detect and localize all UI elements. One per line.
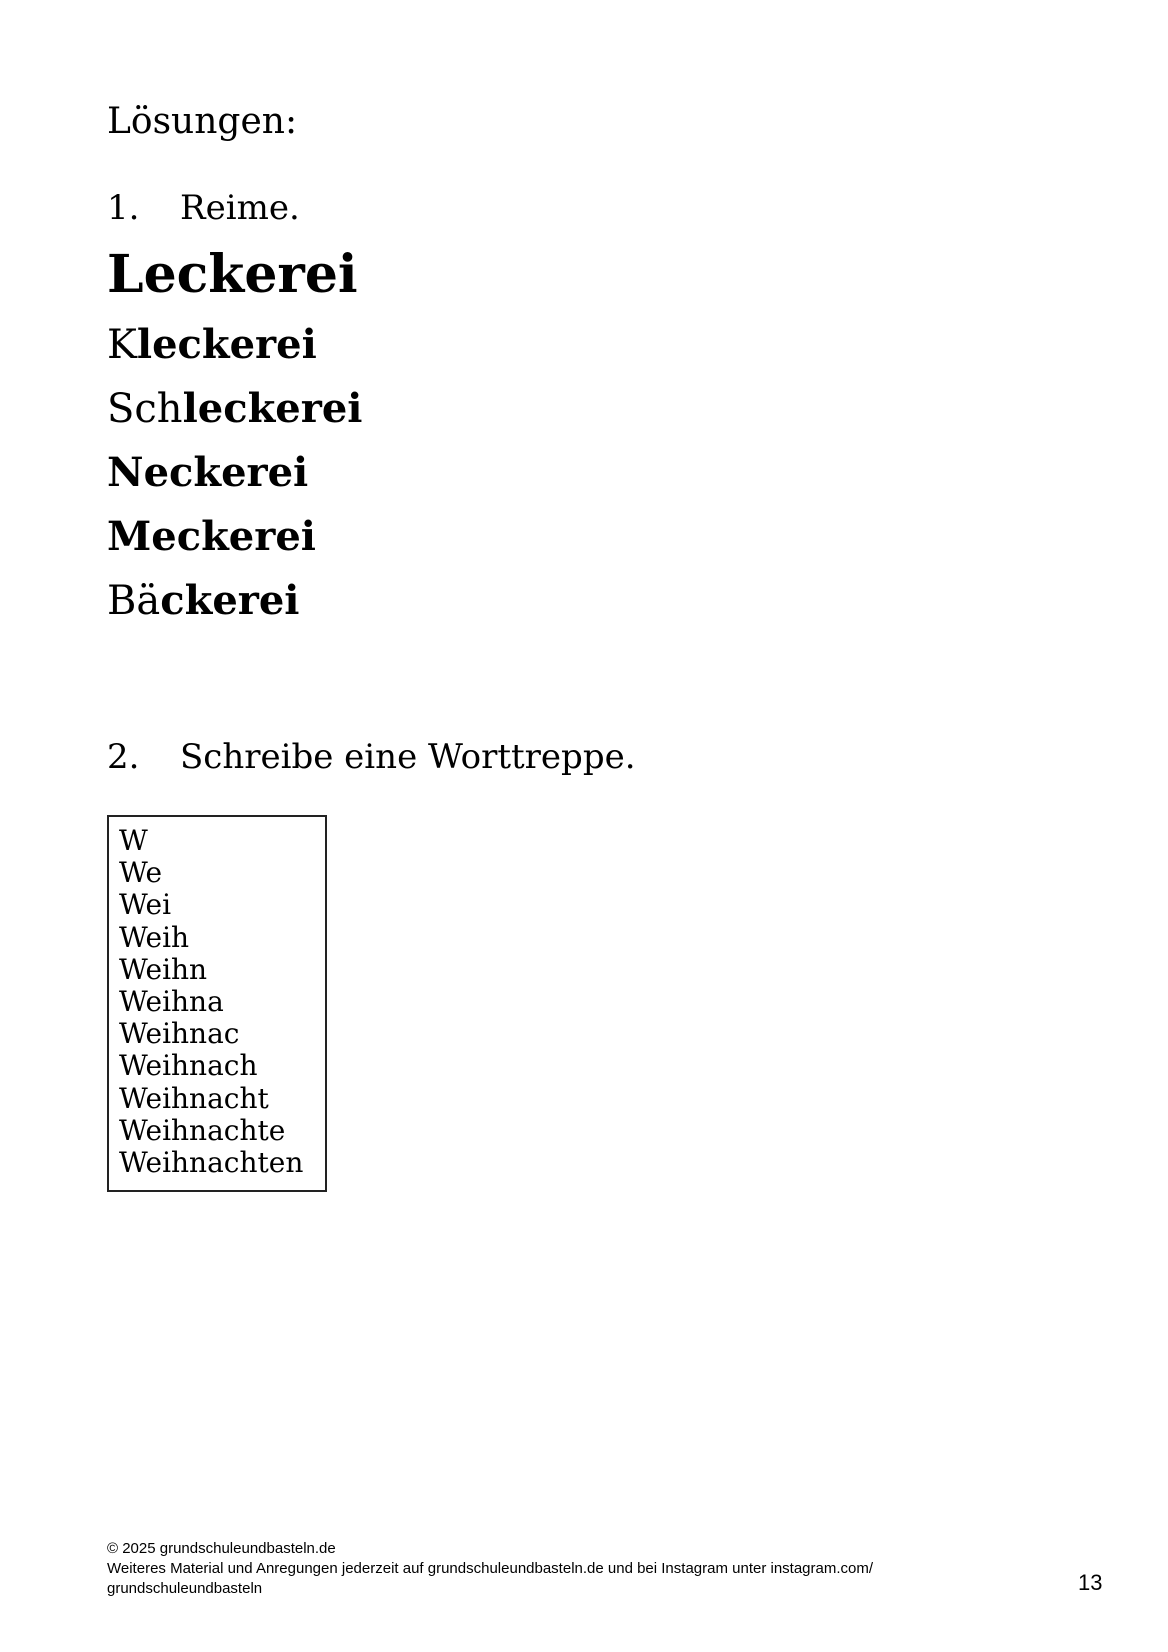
page-number: 13 [1078, 1570, 1103, 1595]
rhyme-suffix: leckerei [182, 385, 363, 432]
rhyme-word [107, 321, 317, 369]
section-2-label: Schreibe eine Worttreppe. [180, 737, 636, 777]
rhyme-suffix: ckerei [160, 577, 300, 624]
rhyme-suffix: Neckerei [107, 449, 309, 496]
rhyme-word [107, 577, 300, 625]
footer-info-line-2: grundschuleundbasteln [107, 1580, 263, 1597]
staircase-word: Weihnachte [119, 1113, 286, 1147]
rhyme-word [107, 513, 316, 561]
footer-copyright: © 2025 grundschuleundbasteln.de [107, 1540, 336, 1557]
staircase-word: Weihn [119, 952, 208, 986]
rhyme-suffix: Meckerei [107, 513, 316, 560]
word-staircase-box [107, 815, 327, 1192]
staircase-word: W [119, 824, 148, 857]
staircase-word: Weih [119, 920, 190, 954]
rhyme-prefix: K [107, 322, 137, 368]
staircase-word: Weihna [119, 985, 224, 1018]
staircase-word: Wei [119, 888, 172, 922]
section-1-number: 1. [107, 188, 140, 228]
staircase-word: Weihnac [119, 1017, 240, 1051]
main-word: Leckerei [107, 244, 358, 305]
staircase-word: Weihnacht [119, 1081, 269, 1115]
section-2-number: 2. [107, 737, 140, 777]
section-1-label: Reime. [180, 188, 300, 228]
rhyme-prefix: Bä [107, 578, 161, 624]
rhyme-word [107, 385, 362, 433]
staircase-word: Weihnach [119, 1049, 258, 1083]
staircase-word: We [119, 856, 163, 890]
rhyme-prefix: Sch [107, 386, 183, 432]
footer-info-line: Weiteres Material und Anregungen jederzeit auf grundschuleundbasteln.de und bei Instagram unter instagram.com/ [107, 1560, 874, 1577]
rhyme-word [107, 449, 308, 497]
staircase-word: Weihnachten [119, 1146, 304, 1179]
page-title: Lösungen: [107, 101, 298, 142]
rhyme-suffix: leckerei [136, 321, 317, 368]
